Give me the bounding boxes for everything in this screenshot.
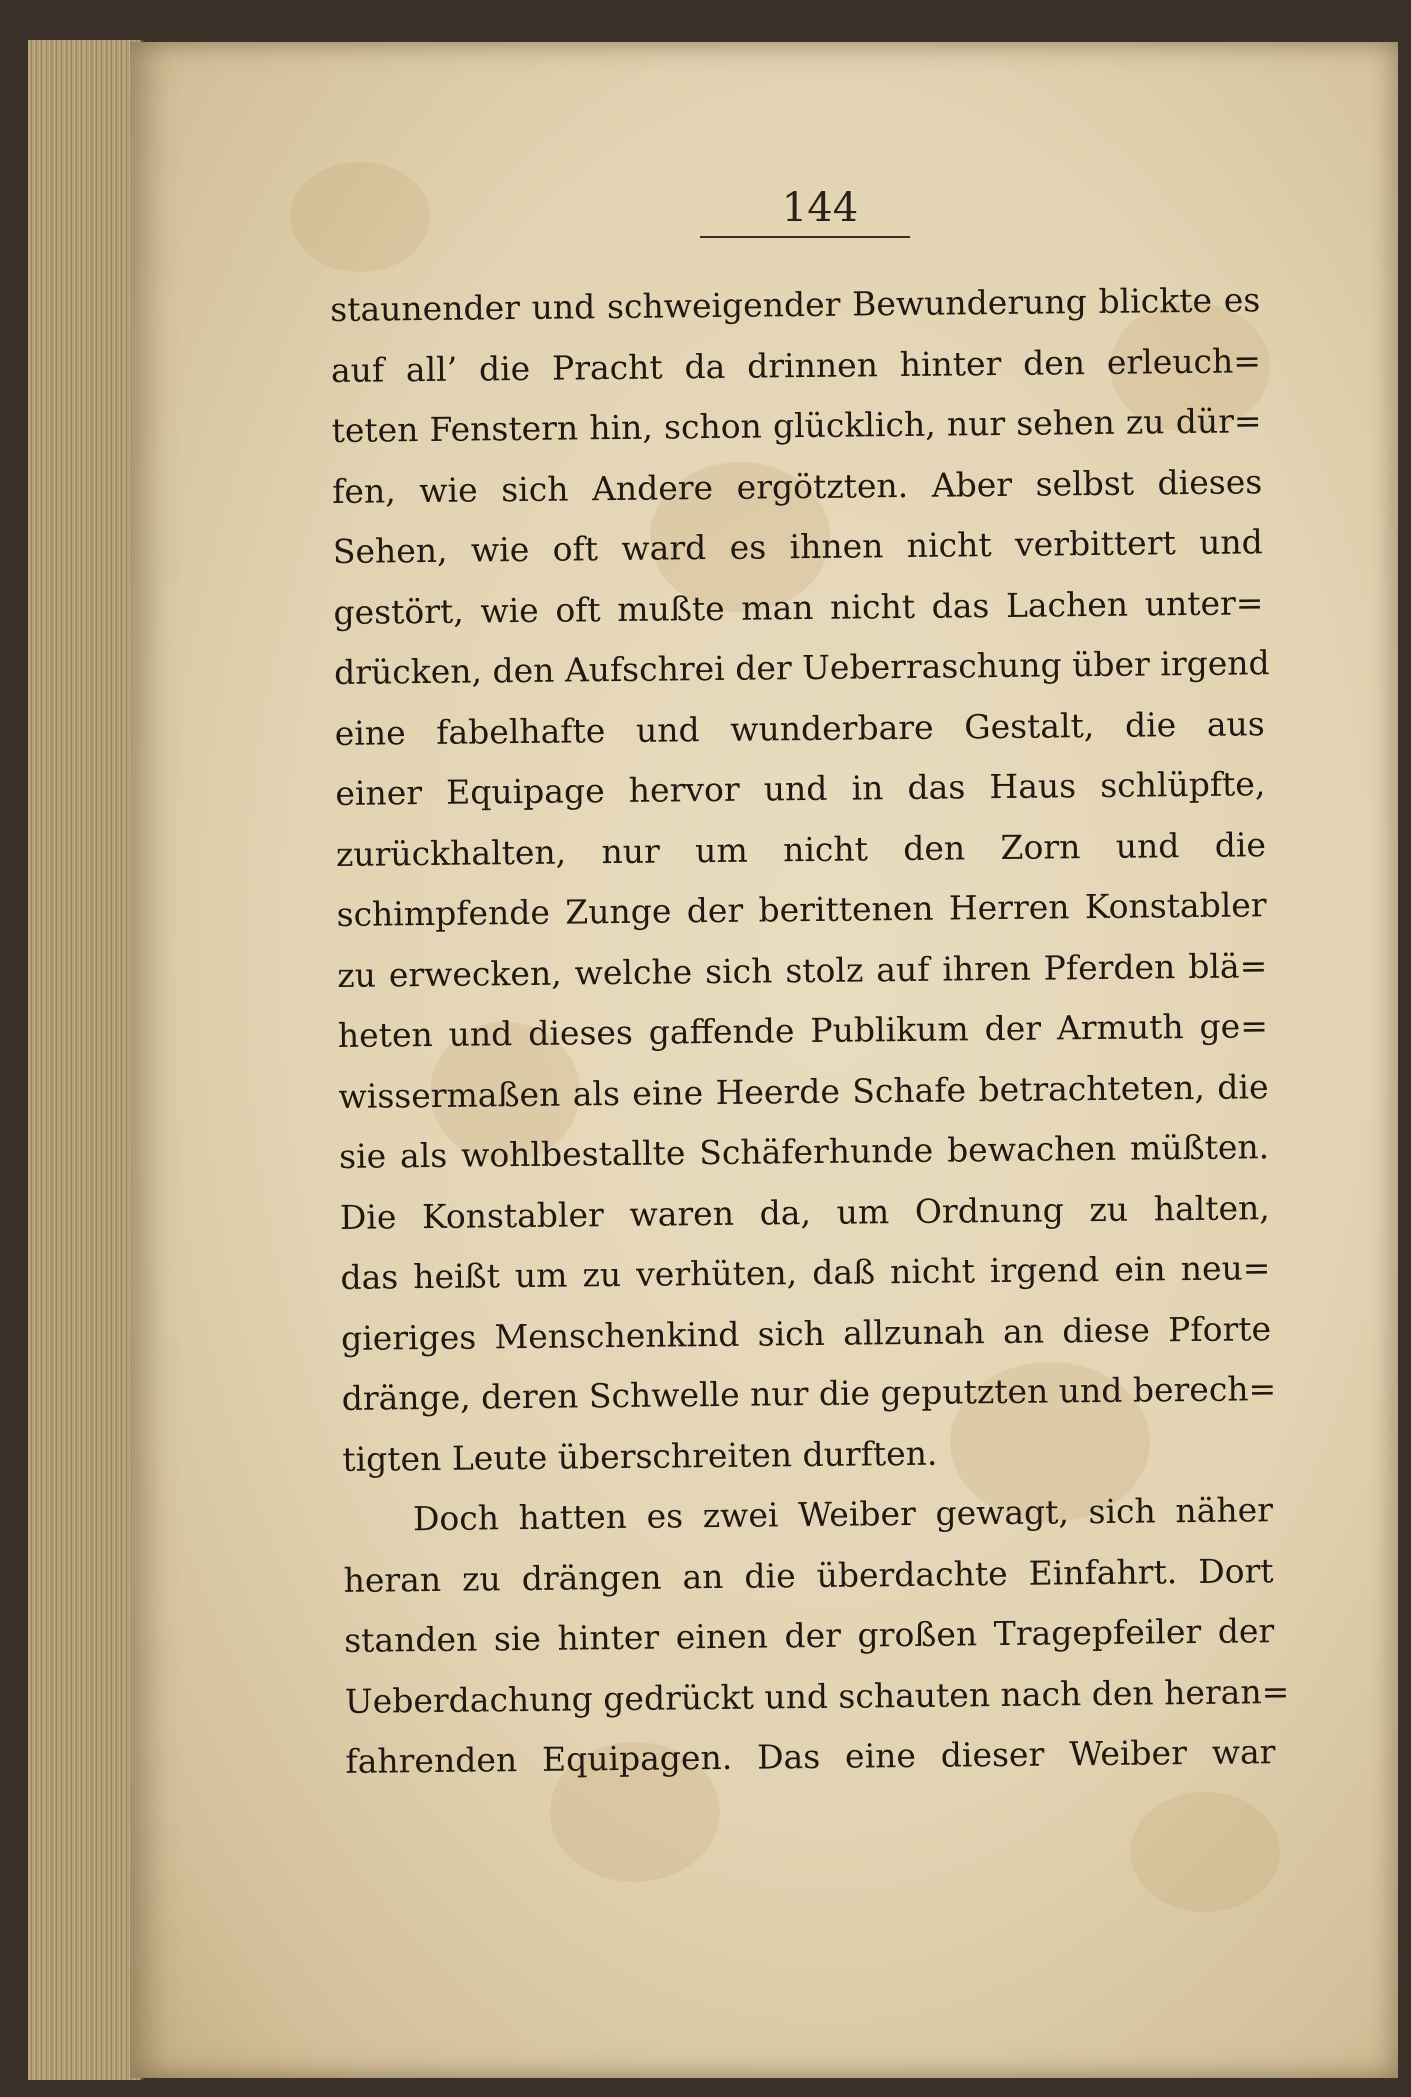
text-line: Die Konstabler waren da, um Ordnung zu halten, bbox=[339, 1187, 1270, 1237]
foxing-stain bbox=[1130, 1792, 1280, 1912]
text-line: gieriges Menschenkind sich allzunah an diese Pforte bbox=[340, 1308, 1272, 1358]
text-line: Ueberdachung gedrückt und schauten nach den heran= bbox=[344, 1671, 1290, 1721]
page-number-rule bbox=[700, 236, 910, 238]
text-line: wissermaßen als eine Heerde Schafe betrachteten, die bbox=[338, 1066, 1269, 1116]
text-line: auf all’ die Pracht da drinnen hinter den erleuch= bbox=[330, 340, 1262, 390]
text-line: zurückhalten, nur um nicht den Zorn und die bbox=[335, 824, 1267, 874]
text-line: das heißt um zu verhüten, daß nicht irgend ein neu= bbox=[340, 1248, 1271, 1297]
text-line: zu erwecken, welche sich stolz auf ihren Pferden blä= bbox=[337, 945, 1268, 995]
text-line: heten und dieses gaffende Publikum der Armuth ge= bbox=[337, 1006, 1269, 1055]
text-line: staunender und schweigender Bewunderung blickte es bbox=[330, 280, 1261, 329]
text-line: standen sie hinter einen der großen Tragepfeiler der bbox=[344, 1611, 1275, 1660]
text-line: Doch hatten es zwei Weiber gewagt, sich näher bbox=[412, 1490, 1274, 1539]
text-line: teten Fenstern hin, schon glücklich, nur sehen zu dür= bbox=[331, 401, 1262, 450]
text-line: eine fabelhafte und wunderbare Gestalt, die aus bbox=[334, 703, 1265, 753]
text-line: gestört, wie oft mußte man nicht das Lachen unter= bbox=[333, 582, 1264, 632]
body-text bbox=[330, 270, 1290, 1792]
text-line: tigten Leute überschreiten durften. bbox=[342, 1433, 938, 1479]
text-line: fahrenden Equipagen. Das eine dieser Weiber war bbox=[345, 1732, 1276, 1781]
text-line: einer Equipage hervor und in das Haus schlüpfte, bbox=[335, 764, 1266, 813]
text-line: dränge, deren Schwelle nur die geputzten und berech= bbox=[341, 1369, 1277, 1418]
foxing-stain bbox=[290, 162, 430, 272]
text-line: fen, wie sich Andere ergötzten. Aber selbst dieses bbox=[332, 461, 1263, 511]
text-line: schimpfende Zunge der berittenen Herren Konstabler bbox=[336, 885, 1267, 934]
text-line: sie als wohlbestallte Schäferhunde bewachen müßten. bbox=[338, 1127, 1270, 1176]
book-page-edges bbox=[28, 40, 143, 2080]
text-line: Sehen, wie oft ward es ihnen nicht verbittert und bbox=[332, 522, 1263, 571]
page-number: 144 bbox=[781, 185, 859, 231]
text-line: heran zu drängen an die überdachte Einfahrt. Dort bbox=[343, 1550, 1274, 1600]
text-line: drücken, den Aufschrei der Ueberraschung über irgend bbox=[333, 643, 1270, 692]
